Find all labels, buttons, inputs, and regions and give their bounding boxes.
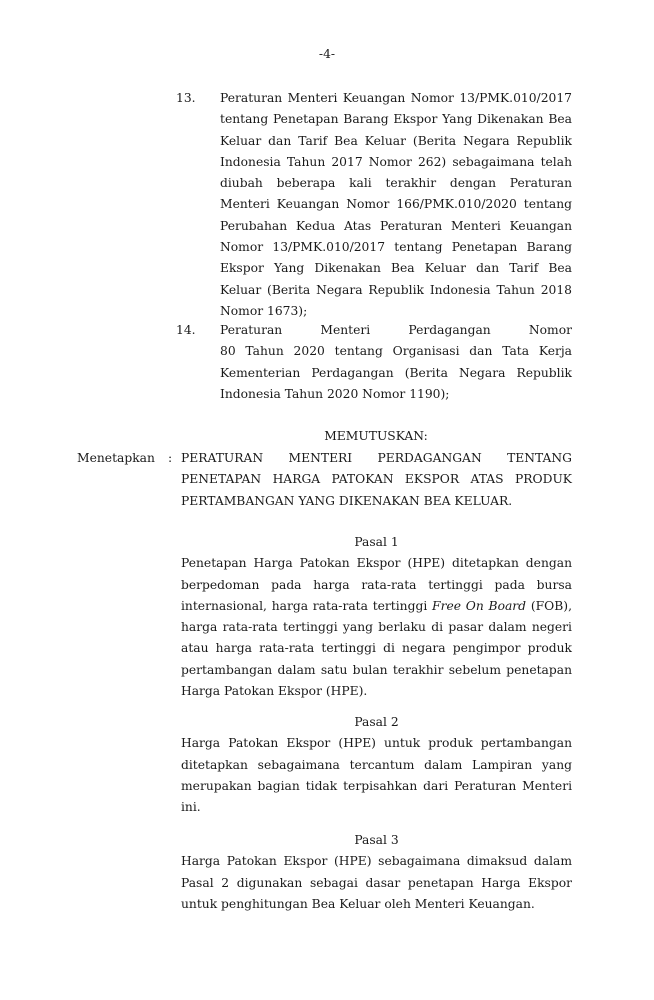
text-line: untuk penghitungan Bea Keluar oleh Menteri Keuangan. [181,896,535,911]
text-line: ini. [181,800,201,815]
text-line: diubah beberapa kali terakhir dengan Peraturan [220,176,572,191]
item-number: 13. [176,91,196,105]
article-body [181,851,572,915]
text-line: Penetapan Harga Patokan Ekspor (HPE) ditetapkan dengan [181,556,572,571]
text-line: Keluar (Berita Negara Republik Indonesia Tahun 2018 [220,282,572,297]
italic-term: Free On Board [432,598,527,613]
enact-colon: : [168,451,173,465]
text-segment: (FOB), [526,598,572,613]
text-line: Pasal 2 digunakan sebagai dasar penetapan Harga Ekspor [181,875,572,890]
text-segment: internasional, harga rata-rata tertinggi [181,598,433,613]
item-text [220,320,572,405]
text-line: PENETAPAN HARGA PATOKAN EKSPOR ATAS PRODUK [181,472,572,487]
text-line: atau harga rata-rata tertinggi di negara pengimpor produk [181,641,572,656]
text-line: Nomor 13/PMK.010/2017 tentang Penetapan Barang [220,240,572,255]
text-line: Menteri Keuangan Nomor 166/PMK.010/2020 tentang [220,197,572,212]
text-line: Nomor 1673); [220,303,308,318]
article-title: Pasal 1 [354,535,399,549]
text-line: Harga Patokan Ekspor (HPE) sebagaimana dimaksud dalam [181,854,572,869]
text-line: 80 Tahun 2020 tentang Organisasi dan Tata Kerja [220,344,572,359]
text-line: Peraturan Menteri Keuangan Nomor 13/PMK.010/2017 [220,91,572,105]
text-line: ditetapkan sebagaimana tercantum dalam Lampiran yang [181,757,572,772]
page-number: -4- [318,47,336,61]
article-1 [181,532,572,702]
considering-item-14 [176,320,576,405]
article-title: Pasal 3 [354,833,399,847]
text-line: merupakan bagian tidak terpisahkan dari Peraturan Menteri [181,778,572,793]
enact-label: Menetapkan [77,451,155,465]
item-text [220,88,572,322]
article-2 [181,712,572,818]
text-line: Keluar dan Tarif Bea Keluar (Berita Negara Republik [220,133,572,148]
text-line: PERATURAN MENTERI PERDAGANGAN TENTANG [181,451,572,465]
text-line: Perubahan Kedua Atas Peraturan Menteri Keuangan [220,218,572,233]
article-body [181,553,572,702]
article-body [181,733,572,818]
text-line: berpedoman pada harga rata-rata tertinggi pada bursa [181,577,572,592]
article-3 [181,830,572,915]
text-line: harga rata-rata tertinggi yang berlaku di pasar dalam negeri [181,620,572,635]
text-line: Kementerian Perdagangan (Berita Negara Republik [220,365,572,380]
text-line: pertambangan dalam satu bulan terakhir sebelum penetapan [181,662,572,677]
text-line [181,596,572,617]
text-line: PERTAMBANGAN YANG DIKENAKAN BEA KELUAR. [181,493,513,508]
enact-text [181,448,572,512]
item-number: 14. [176,323,196,337]
text-line: Peraturan Menteri Perdagangan Nomor [220,323,572,337]
article-title: Pasal 2 [354,715,399,729]
text-line: tentang Penetapan Barang Ekspor Yang Dikenakan Bea [220,112,572,127]
considering-item-13 [176,88,576,322]
text-line: Harga Patokan Ekspor (HPE) untuk produk pertambangan [181,736,572,751]
text-line: Indonesia Tahun 2017 Nomor 262) sebagaimana telah [220,154,572,169]
text-line: Indonesia Tahun 2020 Nomor 1190); [220,386,450,401]
text-line: Harga Patokan Ekspor (HPE). [181,684,368,699]
decision-heading: MEMUTUSKAN: [324,429,428,443]
text-line: Ekspor Yang Dikenakan Bea Keluar dan Tarif Bea [220,261,572,276]
